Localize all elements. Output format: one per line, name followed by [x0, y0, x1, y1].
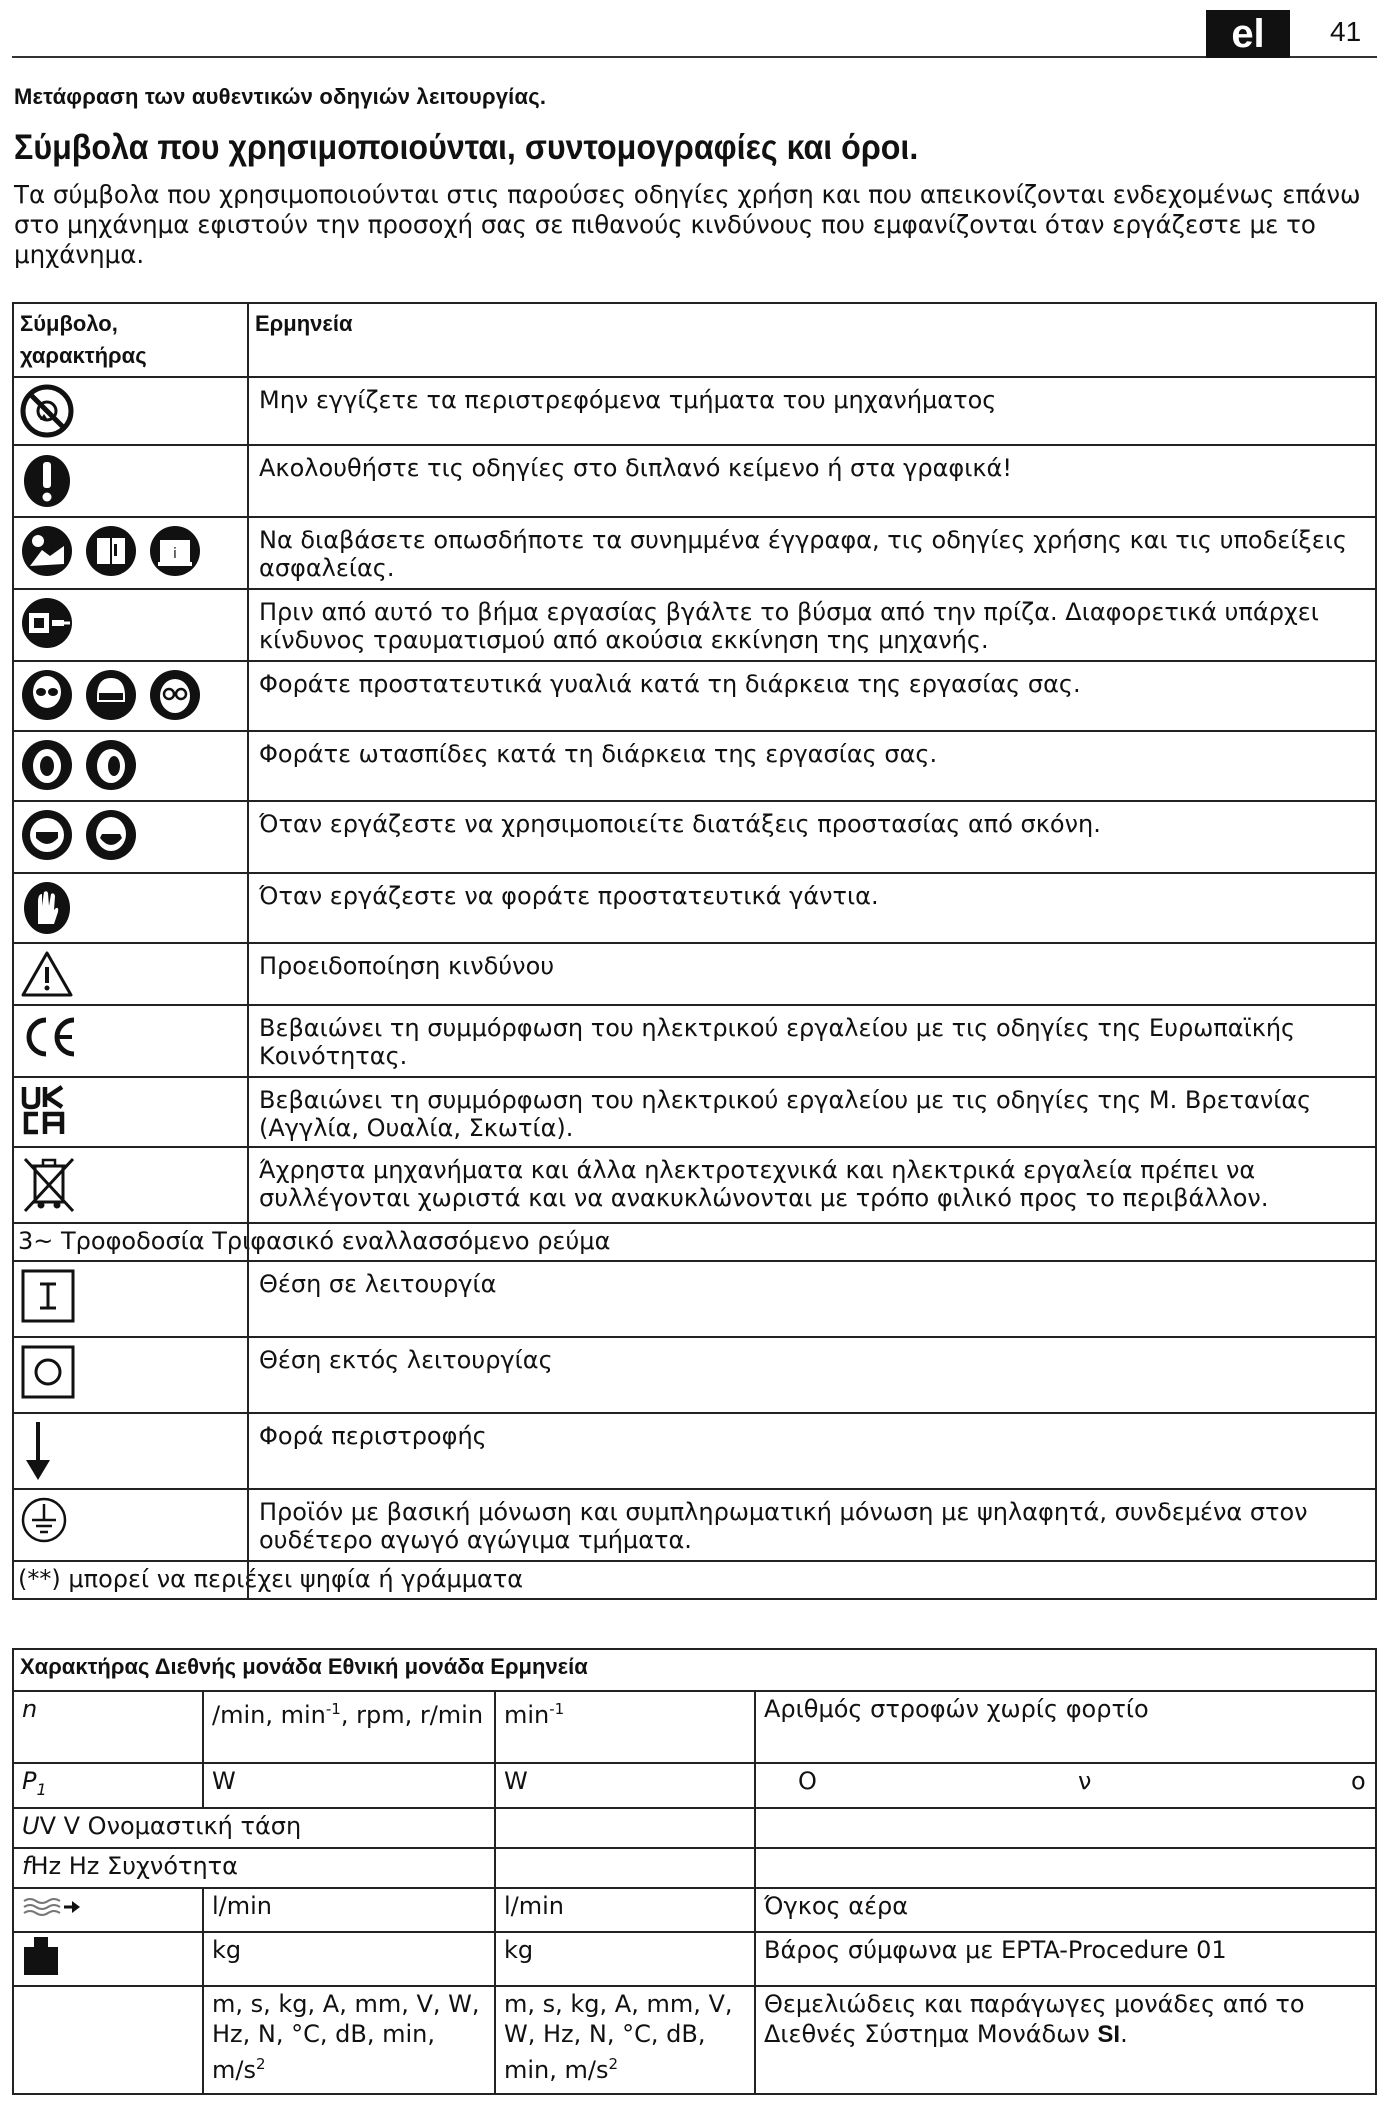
airflow-icon — [22, 1891, 82, 1921]
rotation-arrow-icon — [20, 1420, 56, 1482]
intl-unit: l/min — [203, 1888, 495, 1932]
meaning-text: Προϊόν με βασική μόνωση και συμπληρωματική μόνωση με ψηλαφητά, συνδεμένα στον ουδέτερο αγωγό αγώγιμα τμήματα. — [248, 1489, 1376, 1561]
respirator-icon — [84, 808, 138, 862]
intl-unit: /min, $\min^{-1}$, rpm, r/min — [203, 1691, 495, 1763]
meaning-text: Άχρηστα μηχανήματα και άλλα ηλεκτροτεχνικά και ηλεκτρικά εργαλεία πρέπει να συλλέγονται χωριστά και να ανακυκλώνονται με τρόπο φιλικό προς το περιβάλλον. — [248, 1147, 1376, 1223]
units-table-header: Χαρακτήρας Διεθνής μονάδα Εθνική μονάδα Ερμηνεία — [13, 1649, 1376, 1691]
meaning-text: Όταν εργάζεστε να φοράτε προστατευτικά γάντια. — [248, 873, 1376, 943]
meaning-text: Όταν εργάζεστε να χρησιμοποιείτε διατάξεις προστασίας από σκόνη. — [248, 801, 1376, 873]
ear-protection-icon — [20, 738, 74, 792]
table-row — [13, 1932, 1376, 1986]
symbols-table — [12, 302, 1377, 1600]
weee-bin-icon — [20, 1154, 78, 1216]
page-number: 41 — [1330, 16, 1362, 47]
table-row — [13, 1489, 1376, 1561]
dust-mask-icon — [20, 808, 74, 862]
meaning-text: Προειδοποίηση κινδύνου — [248, 943, 1376, 1005]
table-row — [13, 1561, 1376, 1599]
language-badge: el — [1206, 10, 1290, 58]
meaning-text: Πριν από αυτό το βήμα εργασίας βγάλτε το βύσμα από την πρίζα. Διαφορετικά υπάρχει κίνδυνος τραυματισμού από ακούσια εκκίνηση της μηχανής. — [248, 589, 1376, 661]
table-row — [13, 661, 1376, 731]
meaning-text: Θέση εκτός λειτουργίας — [248, 1337, 1376, 1413]
intl-unit: m, s, kg, A, mm, V, W, Hz, N, °C, dB, min, $m/s^2$ — [203, 1986, 495, 2094]
info-book-icon — [148, 524, 202, 578]
warning-triangle-icon — [20, 950, 74, 998]
table-row — [13, 873, 1376, 943]
national-unit: l/min — [495, 1888, 755, 1932]
meaning-text: Φοράτε προστατευτικά γυαλιά κατά τη διάρκεια της εργασίας σας. — [248, 661, 1376, 731]
unplug-icon — [20, 596, 74, 650]
meaning-text: Φοράτε ωτασπίδες κατά τη διάρκεια της εργασίας σας. — [248, 731, 1376, 801]
table-row — [13, 1888, 1376, 1932]
safety-glasses-icon — [148, 668, 202, 722]
ce-mark-icon — [20, 1012, 80, 1062]
meaning-text: Φορά περιστροφής — [248, 1413, 1376, 1489]
units-table — [12, 1648, 1377, 2095]
table-row — [13, 1077, 1376, 1147]
meaning-column-header: Ερμηνεία — [248, 303, 1376, 377]
meaning-text: Να διαβάσετε οπωσδήποτε τα συνημμένα έγγραφα, τις οδηγίες χρήσης και τις υποδείξεις ασφαλείας. — [248, 517, 1376, 589]
table-row — [13, 1147, 1376, 1223]
table-row — [13, 589, 1376, 661]
combined-row-text: fHz Hz Συχνότητα — [13, 1848, 495, 1888]
meaning-text: Μην εγγίζετε τα περιστρεφόμενα τμήματα του μηχανήματος — [248, 377, 1376, 445]
table-row — [13, 1413, 1376, 1489]
table-row — [13, 801, 1376, 873]
intl-unit: kg — [203, 1932, 495, 1986]
unit-meaning: Θεμελιώδεις και παράγωγες μονάδες από το Διεθνές Σύστημα Μονάδων SI. — [755, 1986, 1376, 2094]
ear-protection-icon — [84, 738, 138, 792]
table-row — [13, 1808, 1376, 1848]
face-shield-icon — [84, 668, 138, 722]
page-title: Σύμβολα που χρησιμοποιούνται, συντομογραφίες και όροι. — [14, 128, 919, 167]
exclamation-icon — [20, 452, 74, 510]
switch-off-icon — [20, 1344, 76, 1400]
table-row — [13, 1691, 1376, 1763]
national-unit: kg — [495, 1932, 755, 1986]
table-row — [13, 1005, 1376, 1077]
intl-unit: W — [203, 1763, 495, 1808]
meaning-text: Ακολουθήστε τις οδηγίες στο διπλανό κείμενο ή στα γραφικά! — [248, 445, 1376, 517]
protective-earth-icon — [20, 1496, 68, 1544]
no-touch-rotating-icon — [20, 384, 74, 438]
translation-note: Μετάφραση των αυθεντικών οδηγιών λειτουργίας. — [14, 84, 547, 109]
intro-paragraph: Τα σύμβολα που χρησιμοποιούνται στις παρούσες οδηγίες χρήση και που απεικονίζονται ενδεχομένως επάνω στο μηχάνημα εφιστούν την προσοχή σας σε πιθανούς κινδύνους που εμφανίζονται όταν εργάζεστε με το μηχάνημα. — [14, 180, 1361, 269]
unit-meaning: Αριθμός στροφών χωρίς φορτίο — [755, 1691, 1376, 1763]
read-manual-icon — [20, 524, 74, 578]
table-row — [13, 1848, 1376, 1888]
table-row — [13, 1223, 1376, 1261]
gloves-icon — [20, 880, 74, 936]
national-unit: W — [495, 1763, 755, 1808]
table-row — [13, 943, 1376, 1005]
svg-text:i: i — [173, 546, 177, 562]
meaning-text: Θέση σε λειτουργία — [248, 1261, 1376, 1337]
header-rule — [12, 56, 1377, 58]
meaning-text: Βεβαιώνει τη συμμόρφωση του ηλεκτρικού εργαλείου με τις οδηγίες της Ευρωπαϊκής Κοινότητας. — [248, 1005, 1376, 1077]
table-row — [13, 731, 1376, 801]
three-phase-text: 3~ Τροφοδοσία Τριφασικό εναλλασσόμενο ρεύμα — [18, 1227, 611, 1255]
table-row — [13, 1261, 1376, 1337]
ukca-mark-icon — [20, 1084, 66, 1136]
national-unit: $\min^{-1}$ — [495, 1691, 755, 1763]
footnote-text: (**) μπορεί να περιέχει ψηφία ή γράμματα — [18, 1565, 524, 1593]
unit-meaning: Ο ν ο — [755, 1763, 1376, 1808]
table-row — [13, 517, 1376, 589]
table-row — [13, 1986, 1376, 2094]
national-unit: m, s, kg, A, mm, V, W, Hz, N, °C, dB, min, $m/s^2$ — [495, 1986, 755, 2094]
table-row — [13, 1763, 1376, 1808]
unit-meaning: Όγκος αέρα — [755, 1888, 1376, 1932]
table-row — [13, 1337, 1376, 1413]
symbol-column-header: Σύμβολο, χαρακτήρας — [13, 303, 248, 377]
table-row — [13, 445, 1376, 517]
unit-meaning: Βάρος σύμφωνα με EPTA-Procedure 01 — [755, 1932, 1376, 1986]
unit-symbol: $P_1$ — [22, 1767, 47, 1799]
table-row — [13, 377, 1376, 445]
weight-icon — [22, 1935, 60, 1977]
combined-row-text: UV V Ονομαστική τάση — [13, 1808, 495, 1848]
unit-symbol: n — [22, 1695, 38, 1723]
meaning-text: Βεβαιώνει τη συμμόρφωση του ηλεκτρικού εργαλείου με τις οδηγίες της Μ. Βρετανίας (Αγγλία, Ουαλία, Σκωτία). — [248, 1077, 1376, 1147]
switch-on-icon — [20, 1268, 76, 1324]
book-icon — [84, 524, 138, 578]
goggles-icon — [20, 668, 74, 722]
